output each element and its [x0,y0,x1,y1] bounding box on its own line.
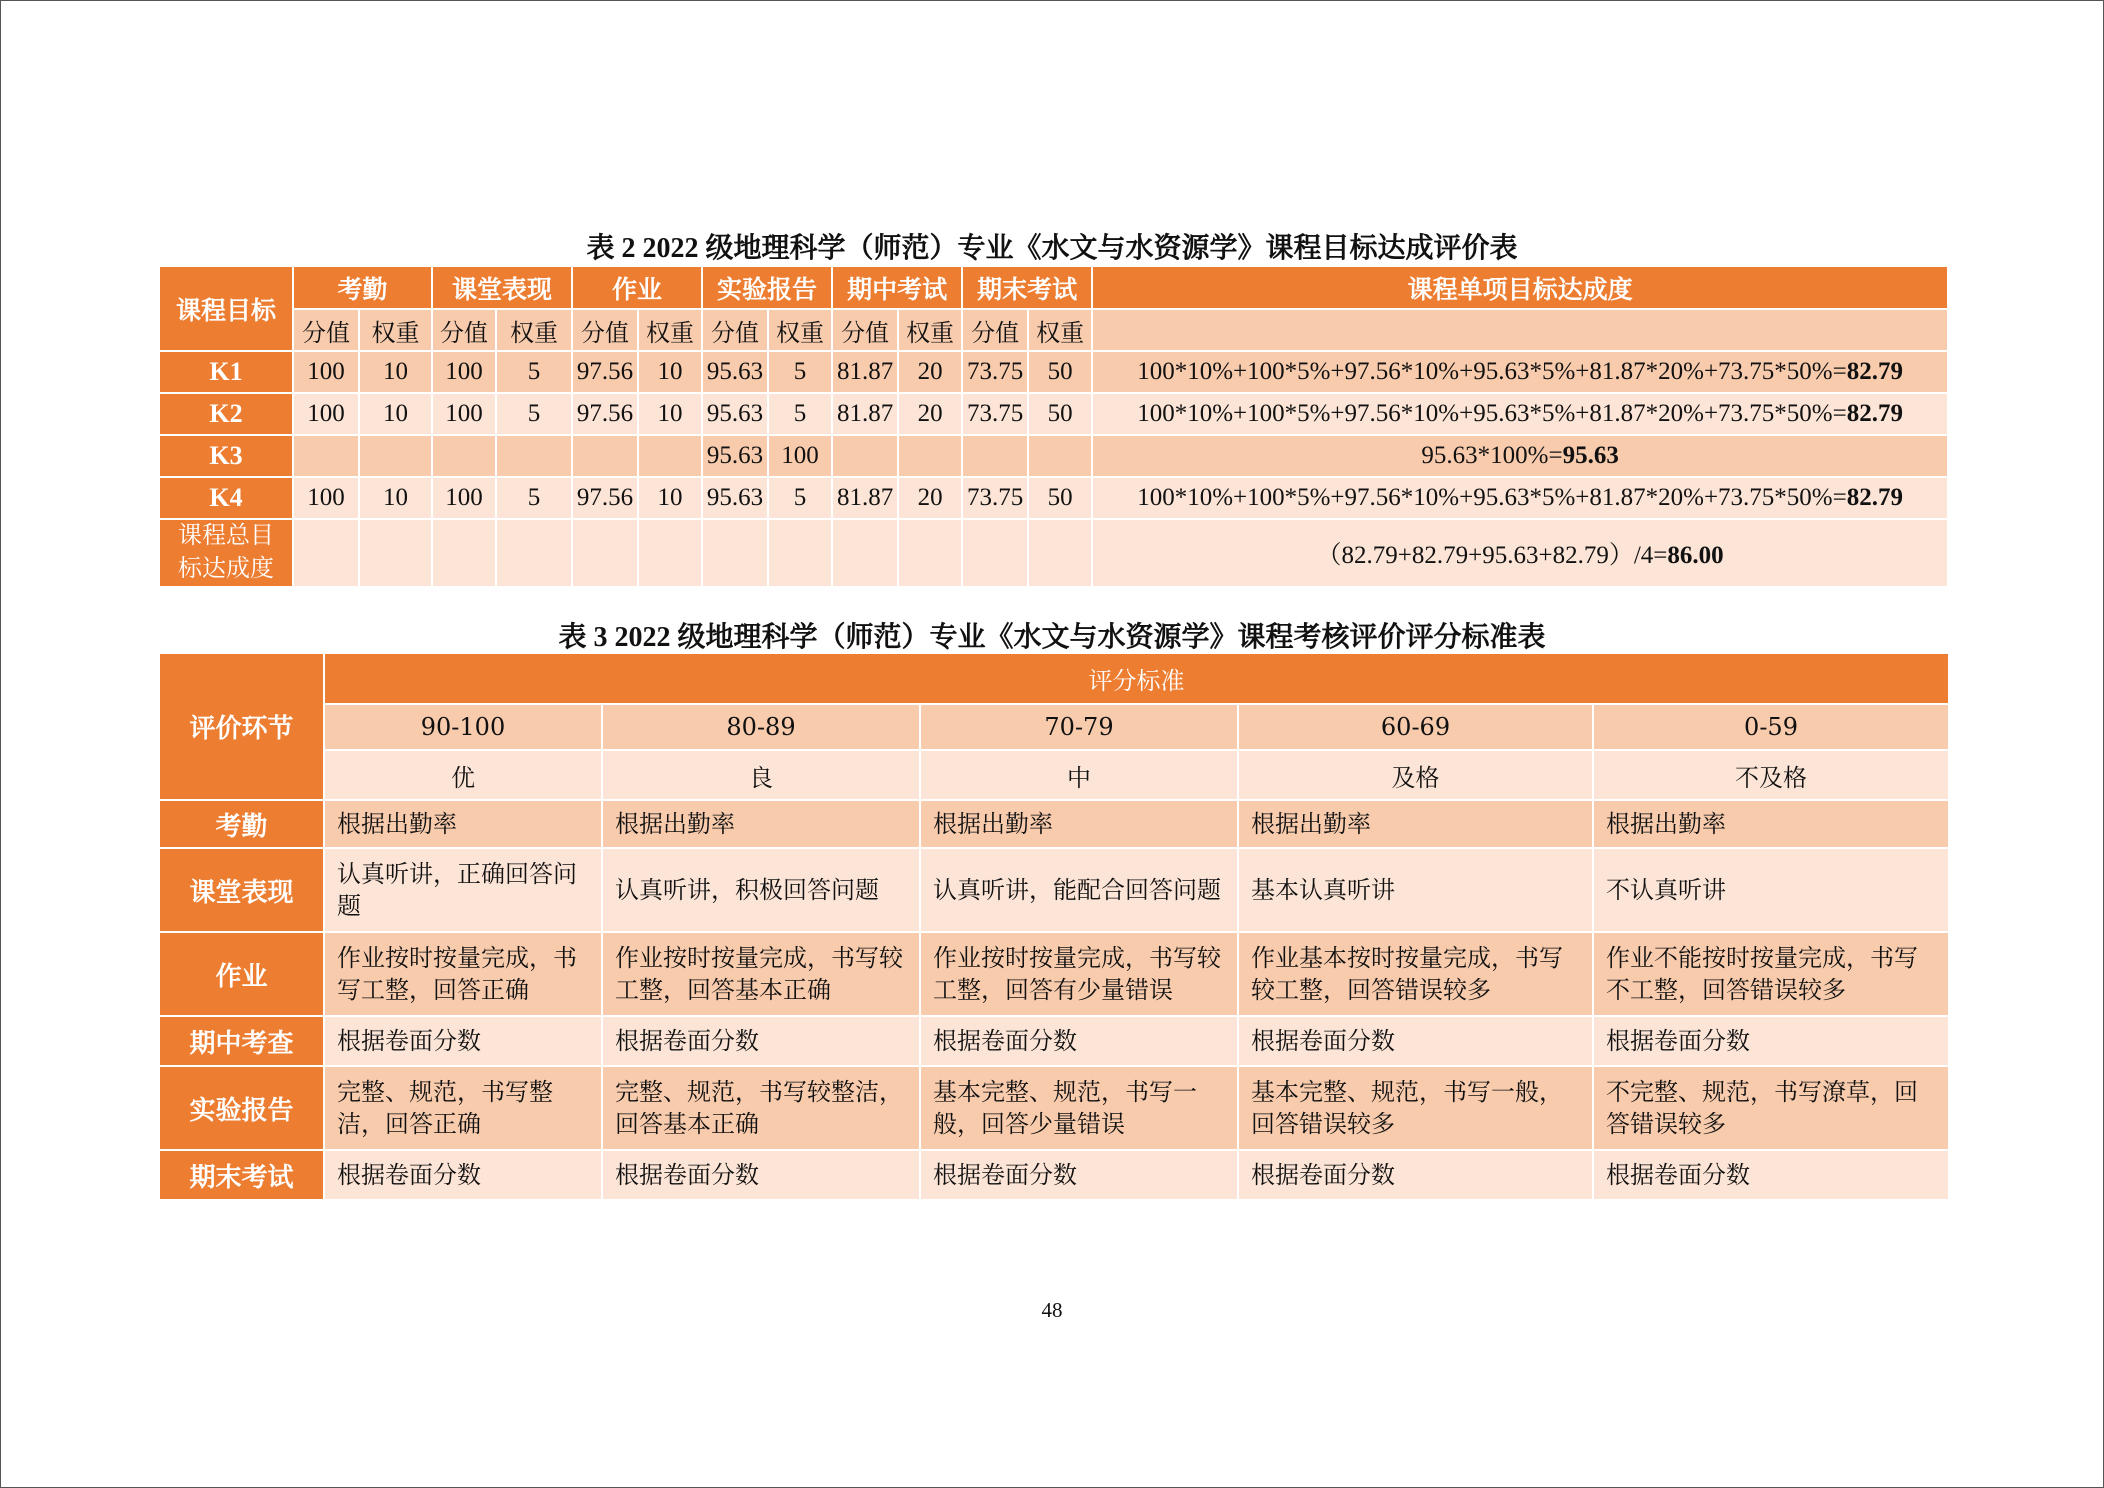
grade-label: 及格 [1238,750,1593,800]
goal-achievement-table [158,265,1949,588]
sub-header-weight: 权重 [768,309,832,351]
formula-text: 100*10%+100*5%+97.56*10%+95.63*5%+81.87*20%+73.75*50%= [1137,400,1847,427]
sub-header-weight: 权重 [898,309,962,351]
table-cell: 81.87 [832,477,898,519]
table-cell [898,519,962,587]
table-row [159,393,1948,435]
formula-text: 100*10%+100*5%+97.56*10%+95.63*5%+81.87*20%+73.75*50%= [1137,358,1847,385]
sub-header-score: 分值 [962,309,1028,351]
sub-header-score: 分值 [572,309,638,351]
sub-header-score: 分值 [293,309,359,351]
formula-text: 100*10%+100*5%+97.56*10%+95.63*5%+81.87*20%+73.75*50%= [1137,484,1847,511]
criteria-cell: 根据卷面分数 [602,1016,920,1066]
table-cell: 10 [638,477,702,519]
table-cell: 100 [293,477,359,519]
criteria-cell: 根据出勤率 [920,800,1238,848]
score-range: 0-59 [1593,704,1949,750]
table-cell: 10 [638,351,702,393]
criteria-cell: 根据卷面分数 [920,1016,1238,1066]
table-cell [702,519,768,587]
table-cell: 50 [1028,351,1092,393]
table-row [159,435,1948,477]
table-cell: 100 [768,435,832,477]
table-cell: 20 [898,393,962,435]
sub-header-weight: 权重 [359,309,432,351]
criteria-cell: 认真听讲，积极回答问题 [602,848,920,932]
grading-standard-table [158,652,1950,1201]
total-achievement-formula [1092,519,1948,587]
criteria-cell: 完整、规范，书写整洁，回答正确 [324,1066,602,1150]
table-cell [898,435,962,477]
table-cell: 81.87 [832,393,898,435]
criteria-cell: 认真听讲，能配合回答问题 [920,848,1238,932]
group-header-classroom: 课堂表现 [432,266,572,309]
grade-label: 良 [602,750,920,800]
group-header-attendance: 考勤 [293,266,432,309]
grade-label: 中 [920,750,1238,800]
grade-label: 优 [324,750,602,800]
total-result: 86.00 [1667,542,1724,569]
criteria-cell: 认真听讲，正确回答问题 [324,848,602,932]
table-cell [572,435,638,477]
goal-label: K2 [159,393,293,435]
table-cell [359,519,432,587]
total-label-line1: 课程总目 [178,523,274,549]
table-row [159,800,1949,848]
table2-caption: 表 2 2022 级地理科学（师范）专业《水文与水资源学》课程目标达成评价表 [586,233,1518,264]
table-cell: 73.75 [962,351,1028,393]
table-cell [432,435,496,477]
table-cell [832,519,898,587]
grade-label: 不及格 [1593,750,1949,800]
table-cell [432,519,496,587]
table2-corner-header: 课程目标 [159,266,293,351]
table-cell: 5 [768,477,832,519]
criteria-cell: 作业按时按量完成，书写较工整，回答有少量错误 [920,932,1238,1016]
formula-result: 95.63 [1562,442,1619,469]
group-header-midterm: 期中考试 [832,266,962,309]
table-cell: 50 [1028,393,1092,435]
table-cell: 100 [293,393,359,435]
page-number: 48 [1041,1298,1063,1322]
table-cell [293,519,359,587]
total-formula-text: （82.79+82.79+95.63+82.79）/4= [1316,542,1668,569]
evaluation-item-label: 期末考试 [159,1150,324,1200]
goal-label: K4 [159,477,293,519]
criteria-cell: 不完整、规范，书写潦草，回答错误较多 [1593,1066,1949,1150]
table-cell [638,519,702,587]
table-cell: 95.63 [702,435,768,477]
table-cell [962,435,1028,477]
criteria-cell: 基本认真听讲 [1238,848,1593,932]
table-cell: 5 [496,393,572,435]
table3-corner-header: 评价环节 [159,653,324,800]
table-cell: 97.56 [572,393,638,435]
table-cell: 73.75 [962,393,1028,435]
table-row [159,477,1948,519]
criteria-cell: 根据卷面分数 [324,1016,602,1066]
table-cell: 5 [768,351,832,393]
evaluation-item-label: 考勤 [159,800,324,848]
criteria-cell: 不认真听讲 [1593,848,1949,932]
sub-header-weight: 权重 [1028,309,1092,351]
table-row [159,1016,1949,1066]
table-cell: 100 [293,351,359,393]
score-range: 80-89 [602,704,920,750]
goal-label: K3 [159,435,293,477]
table-row [159,1150,1949,1200]
table-row [159,932,1949,1016]
sub-header-weight: 权重 [496,309,572,351]
criteria-cell: 根据卷面分数 [1238,1150,1593,1200]
criteria-cell: 根据出勤率 [602,800,920,848]
sub-header-score: 分值 [832,309,898,351]
criteria-cell: 根据出勤率 [1238,800,1593,848]
criteria-cell: 作业按时按量完成，书写工整，回答正确 [324,932,602,1016]
table-cell: 97.56 [572,477,638,519]
table-cell: 10 [359,477,432,519]
criteria-cell: 作业按时按量完成，书写较工整，回答基本正确 [602,932,920,1016]
criteria-cell: 根据出勤率 [324,800,602,848]
score-range: 60-69 [1238,704,1593,750]
sub-header-score: 分值 [432,309,496,351]
table-cell [768,519,832,587]
sub-header-score: 分值 [702,309,768,351]
criteria-cell: 根据卷面分数 [920,1150,1238,1200]
table-cell [638,435,702,477]
criteria-cell: 基本完整、规范，书写一般，回答错误较多 [1238,1066,1593,1150]
table-cell: 10 [359,351,432,393]
table-cell [1028,519,1092,587]
achievement-formula [1092,477,1948,519]
achievement-formula [1092,393,1948,435]
criteria-cell: 根据卷面分数 [1238,1016,1593,1066]
formula-result: 82.79 [1846,400,1903,427]
score-range: 70-79 [920,704,1238,750]
total-achievement-label [159,519,293,587]
table-cell: 20 [898,351,962,393]
table-cell: 50 [1028,477,1092,519]
table-cell: 10 [359,393,432,435]
table-cell [359,435,432,477]
table-cell: 95.63 [702,477,768,519]
table-cell: 81.87 [832,351,898,393]
criteria-cell: 根据出勤率 [1593,800,1949,848]
table-cell [496,435,572,477]
sub-header-weight: 权重 [638,309,702,351]
table-cell: 10 [638,393,702,435]
table-row [159,351,1948,393]
evaluation-item-label: 课堂表现 [159,848,324,932]
achievement-formula [1092,435,1948,477]
table-row [159,848,1949,932]
criteria-cell: 作业不能按时按量完成，书写不工整，回答错误较多 [1593,932,1949,1016]
table-cell: 97.56 [572,351,638,393]
table-row [159,1066,1949,1150]
table-cell: 100 [432,351,496,393]
criteria-cell: 根据卷面分数 [324,1150,602,1200]
sub-header-blank [1092,309,1948,351]
achievement-header: 课程单项目标达成度 [1092,266,1948,309]
table-cell [572,519,638,587]
table-cell [1028,435,1092,477]
table-cell: 100 [432,477,496,519]
table-cell: 95.63 [702,393,768,435]
goal-label: K1 [159,351,293,393]
formula-result: 82.79 [1846,358,1903,385]
criteria-cell: 根据卷面分数 [1593,1016,1949,1066]
criteria-cell: 根据卷面分数 [1593,1150,1949,1200]
group-header-homework: 作业 [572,266,702,309]
criteria-cell: 基本完整、规范，书写一般，回答少量错误 [920,1066,1238,1150]
evaluation-item-label: 期中考查 [159,1016,324,1066]
standard-header: 评分标准 [324,653,1949,704]
score-range: 90-100 [324,704,602,750]
formula-text: 95.63*100%= [1421,442,1563,469]
achievement-formula [1092,351,1948,393]
total-label-line2: 标达成度 [178,556,274,582]
group-header-lab-report: 实验报告 [702,266,832,309]
evaluation-item-label: 实验报告 [159,1066,324,1150]
group-header-final: 期末考试 [962,266,1092,309]
criteria-cell: 完整、规范，书写较整洁，回答基本正确 [602,1066,920,1150]
formula-result: 82.79 [1846,484,1903,511]
table-cell [496,519,572,587]
table-cell [832,435,898,477]
table-cell: 73.75 [962,477,1028,519]
table-cell [962,519,1028,587]
table-cell: 95.63 [702,351,768,393]
table-cell: 20 [898,477,962,519]
table-cell: 100 [432,393,496,435]
criteria-cell: 根据卷面分数 [602,1150,920,1200]
evaluation-item-label: 作业 [159,932,324,1016]
table-cell [293,435,359,477]
table-cell: 5 [496,477,572,519]
table3-caption: 表 3 2022 级地理科学（师范）专业《水文与水资源学》课程考核评价评分标准表 [558,622,1546,653]
table-cell: 5 [768,393,832,435]
criteria-cell: 作业基本按时按量完成，书写较工整，回答错误较多 [1238,932,1593,1016]
table-cell: 5 [496,351,572,393]
